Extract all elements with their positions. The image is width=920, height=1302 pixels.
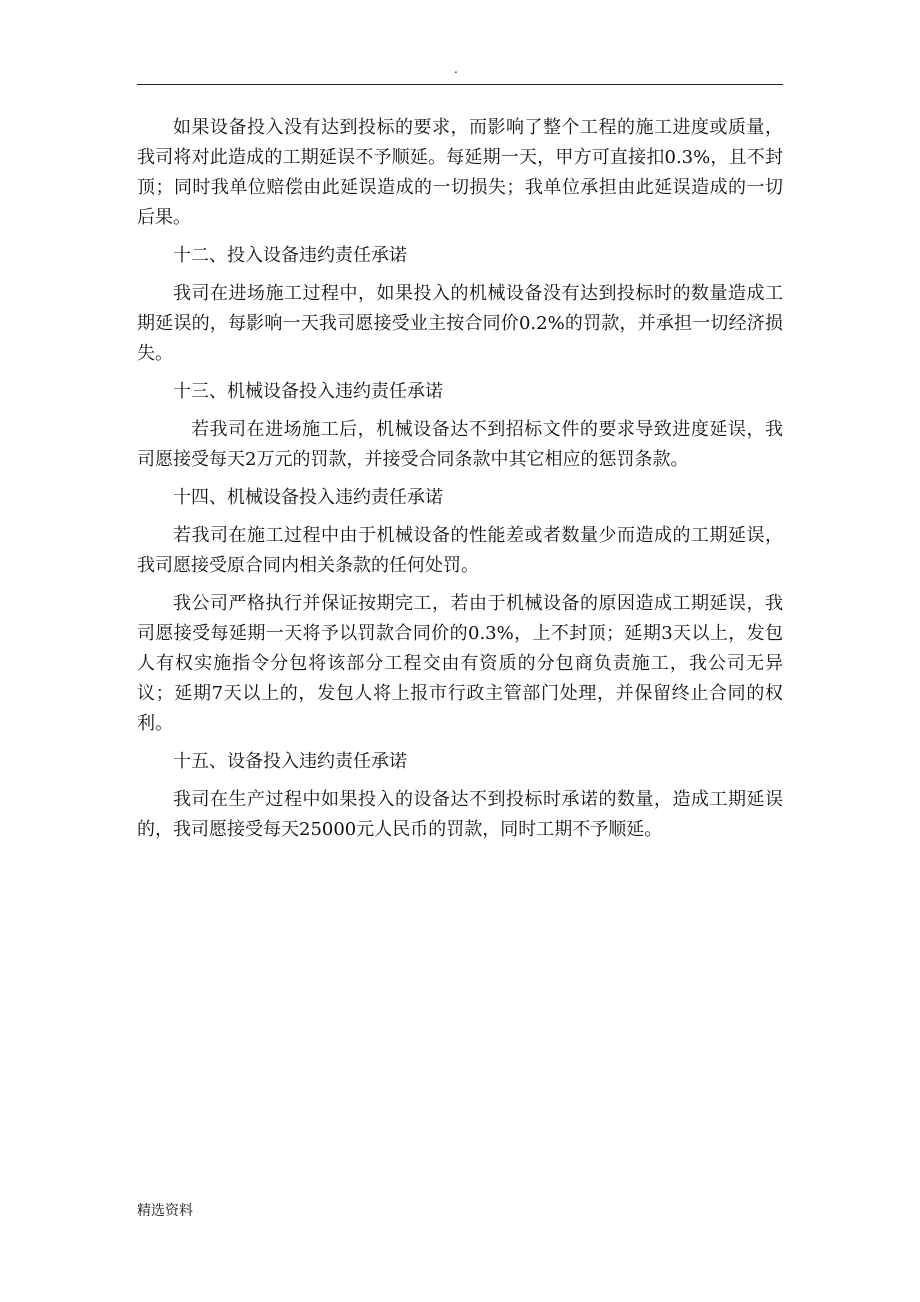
heading-15: 十五、设备投入违约责任承诺 <box>173 751 407 772</box>
header-dot: . <box>454 62 458 76</box>
heading-13: 十三、机械设备投入违约责任承诺 <box>173 381 443 402</box>
document-body <box>137 113 783 853</box>
heading-14: 十四、机械设备投入违约责任承诺 <box>173 487 443 508</box>
footer-label: 精选资料 <box>137 1203 193 1219</box>
header-rule <box>137 84 783 85</box>
paragraph-14b: 我公司严格执行并保证按期完工，若由于机械设备的原因造成工期延误，我司愿接受每延期一天将予以罚款合同价的0.3%，上不封顶；延期3天以上，发包人有权实施指令分包将该部分工程交由有资质的分包商负责施工，我公司无异议；延期7天以上的，发包人将上报市行政主管部门处理，并保留终止合同的权利。 <box>137 593 783 734</box>
paragraph-13: 若我司在进场施工后，机械设备达不到招标文件的要求导致进度延误，我司愿接受每天2万元的罚款，并接受合同条款中其它相应的惩罚条款。 <box>137 419 783 470</box>
heading-12: 十二、投入设备违约责任承诺 <box>173 245 407 266</box>
paragraph-15: 我司在生产过程中如果投入的设备达不到投标时承诺的数量，造成工期延误的，我司愿接受每天25000元人民币的罚款，同时工期不予顺延。 <box>137 789 783 840</box>
paragraph-12: 我司在进场施工过程中，如果投入的机械设备没有达到投标时的数量造成工期延误的，每影响一天我司愿接受业主按合同价0.2%的罚款，并承担一切经济损失。 <box>137 283 783 364</box>
paragraph-delay-compensation: 如果设备投入没有达到投标的要求，而影响了整个工程的施工进度或质量，我司将对此造成的工期延误不予顺延。每延期一天，甲方可直接扣0.3%，且不封顶；同时我单位赔偿由此延误造成的一切损失；我单位承担由此延误造成的一切后果。 <box>137 117 783 228</box>
paragraph-14a: 若我司在施工过程中由于机械设备的性能差或者数量少而造成的工期延误，我司愿接受原合同内相关条款的任何处罚。 <box>137 525 783 576</box>
